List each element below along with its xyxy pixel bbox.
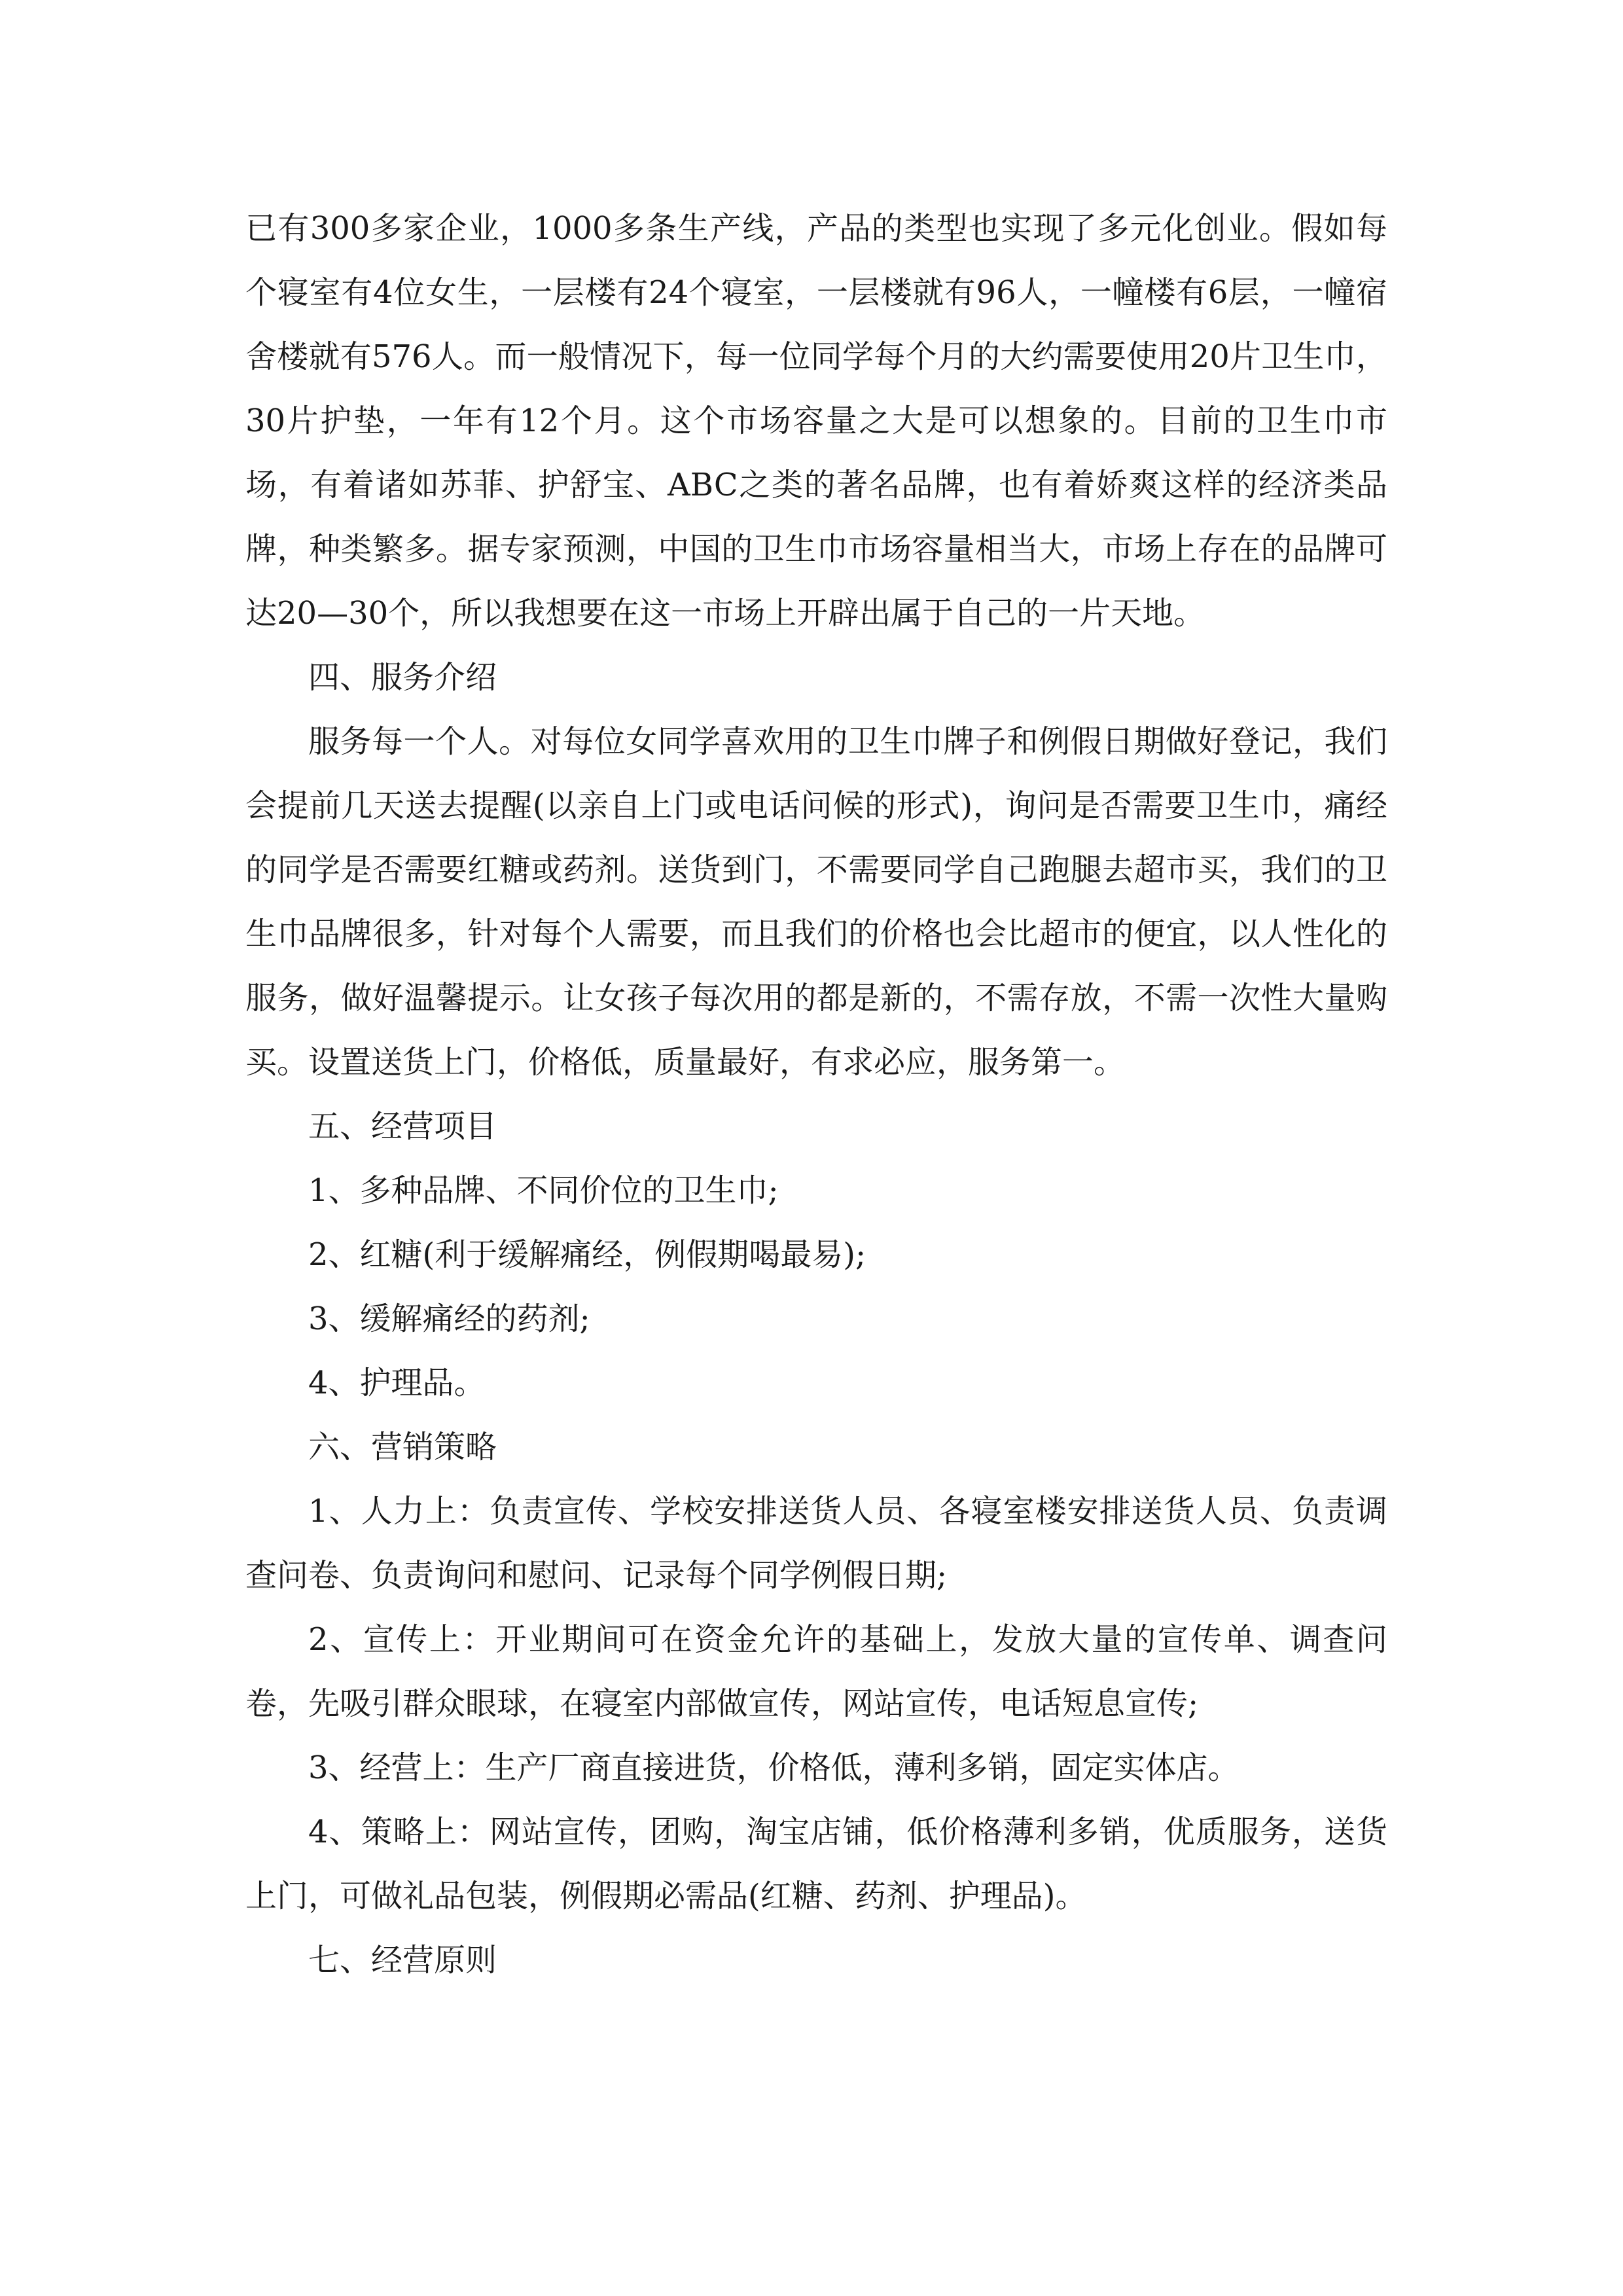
list-item: 1、多种品牌、不同价位的卫生巾; [308, 1172, 779, 1209]
market-paragraph: 已有300多家企业，1000多条生产线，产品的类型也实现了多元化创业。假如每个寝室有4位女生，一层楼有24个寝室，一层楼就有96人，一幢楼有6层，一幢宿舍楼就有576人。而一般情况下，每一位同学每个月的大约需要使用20片卫生巾，30片护垫，一年有12个月。这个市场容量之大是可以想象的。目前的卫生巾市场，有着诸如苏菲、护舒宝、ABC之类的著名品牌，也有着娇爽这样的经济类品牌，种类繁多。据专家预测，中国的卫生巾市场容量相当大，市场上存在的品牌可达20—30个，所以我想要在这一市场上开辟出属于自己的一片天地。 [245, 210, 1387, 632]
list-item: 4、护理品。 [308, 1365, 486, 1401]
list-item: 3、经营上：生产厂商直接进货，价格低，薄利多销，固定实体店。 [308, 1749, 1240, 1786]
list-item: 4、策略上：网站宣传，团购，淘宝店铺，低价格薄利多销，优质服务，送货上门，可做礼品包装，例假期必需品(红糖、药剂、护理品)。 [245, 1814, 1387, 1914]
list-item: 2、红糖(利于缓解痛经，例假期喝最易); [308, 1236, 866, 1273]
service-paragraph: 服务每一个人。对每位女同学喜欢用的卫生巾牌子和例假日期做好登记，我们会提前几天送去提醒(以亲自上门或电话问候的形式)，询问是否需要卫生巾，痛经的同学是否需要红糖或药剂。送货到门，不需要同学自己跑腿去超市买，我们的卫生巾品牌很多，针对每个人需要，而且我们的价格也会比超市的便宜，以人性化的服务，做好温馨提示。让女孩子每次用的都是新的，不需存放，不需一次性大量购买。设置送货上门，价格低，质量最好，有求必应，服务第一。 [245, 723, 1387, 1081]
document-body [245, 196, 1387, 1992]
section-heading-principles: 七、经营原则 [308, 1942, 497, 1979]
list-item: 1、人力上：负责宣传、学校安排送货人员、各寝室楼安排送货人员、负责调查问卷、负责询问和慰问、记录每个同学例假日期; [245, 1493, 1387, 1594]
list-item: 3、缓解痛经的药剂; [308, 1300, 590, 1337]
section-heading-service: 四、服务介绍 [308, 659, 497, 696]
list-item: 2、宣传上：开业期间可在资金允许的基础上，发放大量的宣传单、调查问卷，先吸引群众眼球，在寝室内部做宣传，网站宣传，电话短息宣传; [245, 1621, 1387, 1722]
section-heading-marketing: 六、营销策略 [308, 1429, 497, 1465]
section-heading-business-items: 五、经营项目 [308, 1108, 497, 1145]
